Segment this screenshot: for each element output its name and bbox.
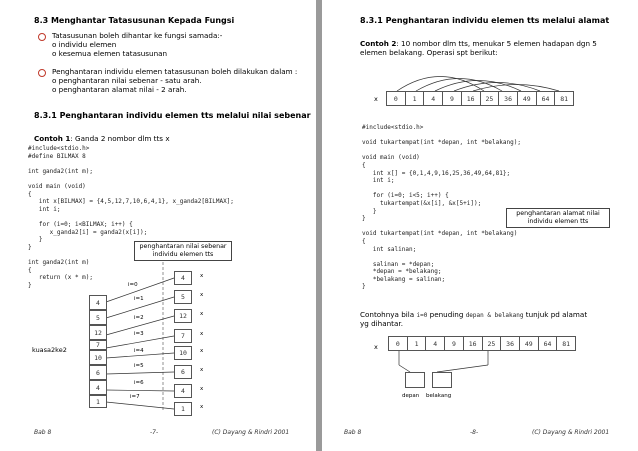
pointer-label: belakang — [426, 393, 452, 399]
pointer-lines — [322, 0, 638, 451]
param-box: 4 — [174, 271, 192, 285]
iteration-label: i=5 — [134, 363, 144, 369]
array-label: kuasa2ke2 — [32, 346, 67, 354]
pointer-box-depan — [405, 372, 425, 388]
example-label: Contoh 1 — [34, 134, 71, 143]
bullet-text: Tatasusunan boleh dihantar ke fungsi samada:- o individu elemen o kesemua elemen tatasusunan — [52, 31, 223, 58]
footer-chapter: Bab 8 — [344, 429, 362, 436]
x-marker: x — [200, 404, 204, 410]
section-heading: 8.3 Menghantar Tatasusunan Kepada Fungsi — [34, 16, 235, 25]
bullet-text: Penghantaran individu elemen tatasusunan boleh dilakukan dalam : o penghantaran nilai sebenar - satu arah. o penghantaran alamat nilai - 2 arah. — [52, 67, 298, 94]
array-cell: 4 — [89, 295, 107, 310]
array-cell: 4 — [426, 337, 445, 350]
array-cell: 1 — [408, 337, 427, 350]
note-box: penghantaran nilai sebenar individu elemen tts — [134, 241, 232, 261]
explanation-part: penuding — [427, 310, 466, 319]
iteration-label: i=6 — [134, 380, 144, 386]
array-cell: 4 — [424, 92, 443, 105]
example-text: : 10 nombor dlm tts, menukar 5 elemen hadapan dgn 5 elemen belakang. Operasi spt berikut: — [360, 39, 597, 57]
array-cell: 64 — [539, 337, 558, 350]
array-cell: 64 — [537, 92, 556, 105]
array-cell: 1 — [89, 395, 107, 408]
note-box: penghantaran alamat nilai individu elemen tts — [506, 208, 610, 228]
array-cell: 36 — [499, 92, 518, 105]
x-marker: x — [200, 348, 204, 354]
iteration-label: i=1 — [134, 296, 144, 302]
inline-code: i=0 — [416, 312, 428, 319]
iteration-label: i=7 — [130, 394, 140, 400]
array-cell: 9 — [445, 337, 464, 350]
footer-copyright: (C) Dayang & Rindri 2001 — [532, 429, 610, 436]
param-box: 6 — [174, 365, 192, 379]
code-block: #include<stdio.h> #define BILMAX 8 int ganda2(int m); void main (void) { int x[BILMAX] = {4,5,12,7,10,6,4,1}, x_ganda2[BILMAX]; int i; for (i=0; i<BILMAX; i++) { x_ganda2[i] = ganda2(x[i]); } } int ganda2(int m) { return (x * m); } — [28, 145, 234, 289]
footer-chapter: Bab 8 — [34, 429, 52, 436]
inline-code: depan & belakang — [465, 312, 524, 319]
array-cell: 25 — [481, 92, 500, 105]
iteration-label: i=2 — [134, 315, 144, 321]
iteration-label: i=4 — [134, 348, 144, 354]
explanation-part: Contohnya bila — [360, 310, 417, 319]
array-name: x — [374, 95, 378, 103]
param-box: 1 — [174, 402, 192, 416]
array-cell: 10 — [89, 350, 107, 365]
array-cell: 4 — [89, 380, 107, 395]
array-cell: 5 — [89, 310, 107, 325]
iteration-label: i=0 — [128, 282, 138, 288]
param-box: 5 — [174, 290, 192, 304]
array-cell: 25 — [483, 337, 502, 350]
array-cell: 0 — [389, 337, 408, 350]
section-heading: 8.3.1 Penghantaran individu elemen tts melalui alamat — [360, 16, 610, 25]
example-text: : Ganda 2 nombor dlm tts x — [70, 134, 170, 143]
param-box: 4 — [174, 384, 192, 398]
param-box: 12 — [174, 309, 192, 323]
example-label: Contoh 2 — [360, 39, 397, 48]
param-box: 10 — [174, 346, 192, 360]
x-marker: x — [200, 311, 204, 317]
footer-page-number: -7- — [150, 429, 159, 436]
footer-page-number: -8- — [470, 429, 479, 436]
pointer-box-belakang — [432, 372, 452, 388]
footer-copyright: (C) Dayang & Rindri 2001 — [212, 429, 290, 436]
param-box: 7 — [174, 329, 192, 343]
array-cell: 16 — [462, 92, 481, 105]
explanation-text: yg dihantar. — [360, 319, 403, 328]
array-cell: 16 — [464, 337, 483, 350]
array-cell: 49 — [520, 337, 539, 350]
array-cell: 12 — [89, 325, 107, 340]
iteration-label: i=3 — [134, 331, 144, 337]
diagram-lines — [0, 0, 316, 451]
array-cell: 0 — [387, 92, 406, 105]
array-cell: 49 — [518, 92, 537, 105]
page-right — [322, 0, 638, 451]
explanation-part: tunjuk pd alamat — [523, 310, 588, 319]
subsection-heading: 8.3.1 Penghantaran individu elemen tts melalui nilai sebenar — [34, 111, 311, 120]
x-marker: x — [200, 331, 204, 337]
array-cell: 81 — [562, 339, 571, 348]
array-cell: 9 — [443, 92, 462, 105]
x-marker: x — [200, 386, 204, 392]
array-cell: 1 — [406, 92, 425, 105]
array-name: x — [374, 343, 378, 351]
x-marker: x — [200, 367, 204, 373]
array-cell: 7 — [89, 340, 107, 350]
page-left — [0, 0, 316, 451]
x-marker: x — [200, 292, 204, 298]
x-marker: x — [200, 273, 204, 279]
code-block: #include<stdio.h> void tukartempat(int *depan, int *belakang); void main (void) { int x[] = {0,1,4,9,16,25,36,49,64,81}; int i; for (i=0; i<5; i++) { tukartempat(&x[i], &x[5+i]); } } void tukartempat(int *depan, int *belakang) { int salinan; salinan = *depan; *depan = *belakang; *belakang = salinan; } — [362, 124, 521, 291]
pointer-label: depan — [402, 393, 420, 399]
array-cell: 6 — [89, 365, 107, 380]
array-cell: 81 — [560, 94, 569, 103]
array-cell: 36 — [501, 337, 520, 350]
